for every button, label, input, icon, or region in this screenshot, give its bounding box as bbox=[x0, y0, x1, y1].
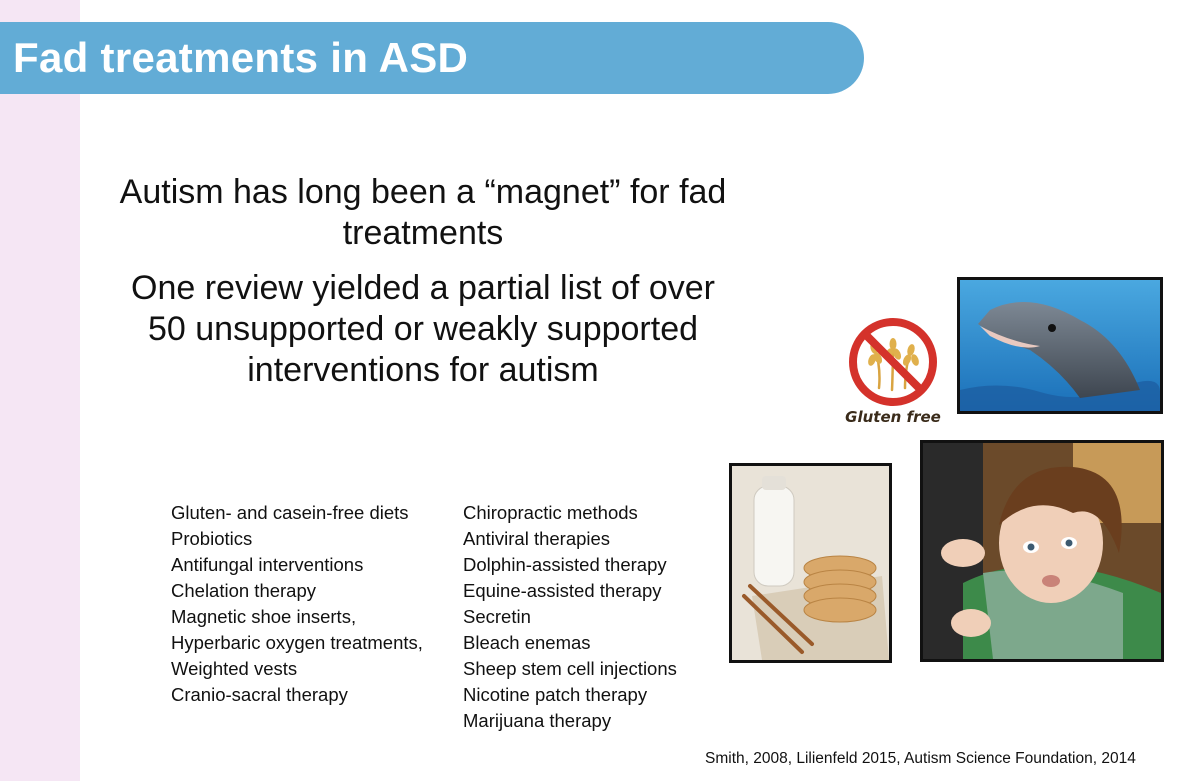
gluten-free-label: Gluten free bbox=[845, 408, 941, 426]
citation: Smith, 2008, Lilienfeld 2015, Autism Science Foundation, 2014 bbox=[705, 750, 1136, 767]
no-wheat-icon bbox=[845, 318, 941, 408]
gluten-free-icon bbox=[845, 318, 941, 433]
treatment-list-left bbox=[171, 500, 423, 708]
list-item: Gluten- and casein-free diets bbox=[171, 502, 409, 523]
headline-review: One review yielded a partial list of over 50 unsupported or weakly supported interventions for autism bbox=[131, 269, 715, 389]
left-accent-stripe bbox=[0, 0, 80, 781]
headline-magnet: Autism has long been a “magnet” for fad treatments bbox=[119, 173, 727, 252]
list-item: Dolphin-assisted therapy bbox=[463, 554, 667, 575]
boy-image bbox=[923, 443, 1161, 659]
list-item: Sheep stem cell injections bbox=[463, 658, 677, 679]
list-item: Bleach enemas bbox=[463, 632, 591, 653]
slide-title: Fad treatments in ASD bbox=[13, 34, 469, 81]
list-item: Probiotics bbox=[171, 528, 253, 549]
list-item: Chelation therapy bbox=[171, 580, 317, 601]
list-item: Equine-assisted therapy bbox=[463, 580, 662, 601]
milk-cookies-photo bbox=[729, 463, 892, 663]
list-item: Antifungal interventions bbox=[171, 554, 364, 575]
list-item: Cranio-sacral therapy bbox=[171, 684, 348, 705]
dolphin-photo bbox=[957, 277, 1163, 414]
list-item: Secretin bbox=[463, 606, 531, 627]
list-item: Antiviral therapies bbox=[463, 528, 611, 549]
list-item: Hyperbaric oxygen treatments, bbox=[171, 632, 423, 653]
list-item: Weighted vests bbox=[171, 658, 298, 679]
list-item: Chiropractic methods bbox=[463, 502, 638, 523]
boy-photo bbox=[920, 440, 1164, 662]
list-item: Nicotine patch therapy bbox=[463, 684, 648, 705]
list-item: Marijuana therapy bbox=[463, 710, 612, 731]
dolphin-image bbox=[960, 280, 1160, 411]
list-item: Magnetic shoe inserts, bbox=[171, 606, 357, 627]
treatment-list-right bbox=[463, 500, 677, 734]
milk-cookies-image bbox=[732, 466, 889, 660]
